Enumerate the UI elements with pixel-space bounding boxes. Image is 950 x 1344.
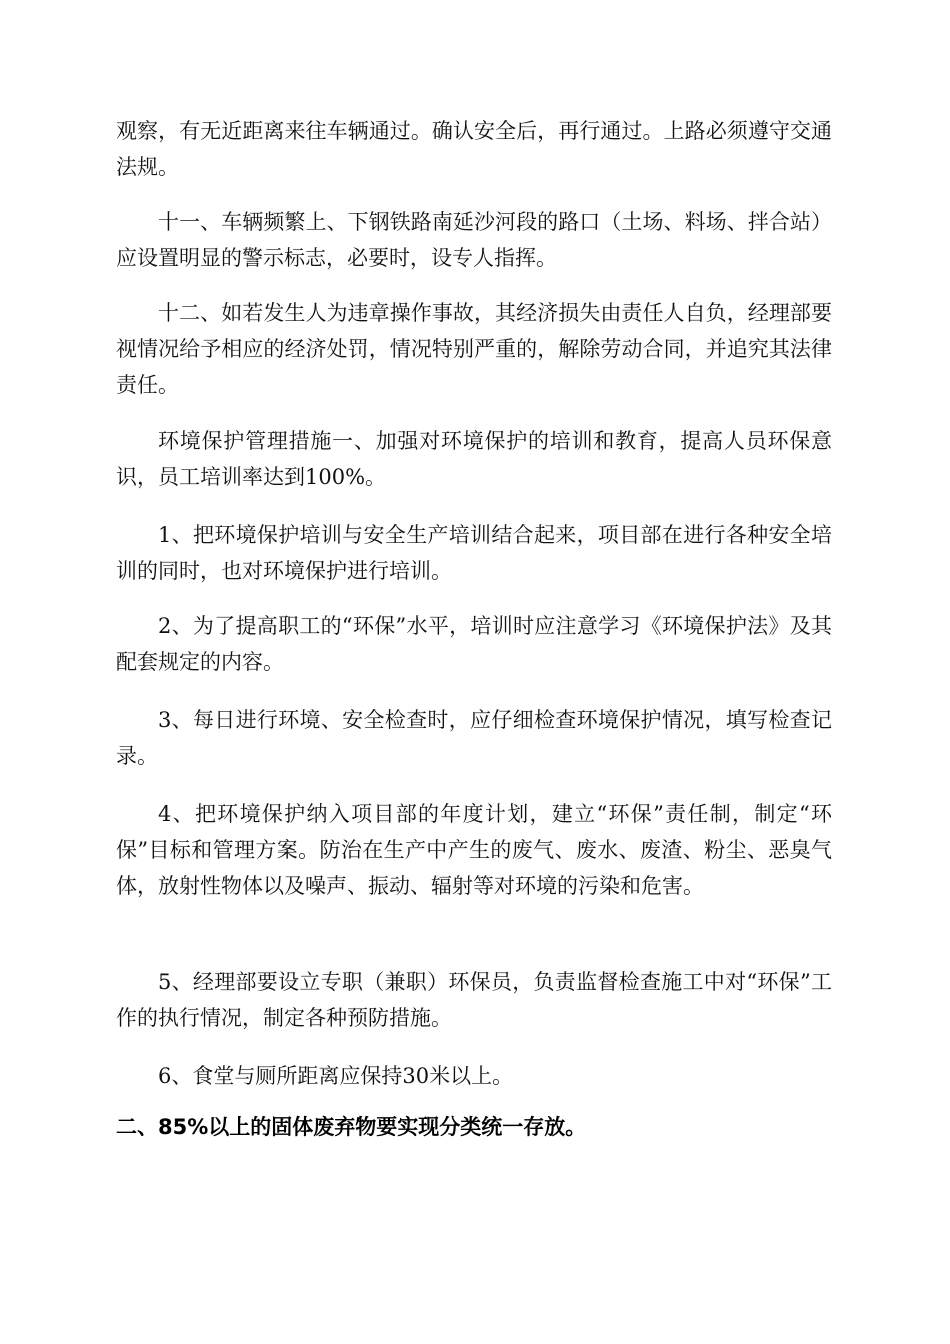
paragraph-env-item-3: 3、每日进行环境、安全检查时，应仔细检查环境保护情况，填写检查记录。 bbox=[116, 708, 832, 768]
paragraph-env-item-6: 6、食堂与厕所距离应保持30米以上。 bbox=[158, 1064, 514, 1088]
section-heading-solid-waste: 二、85%以上的固体废弃物要实现分类统一存放。 bbox=[116, 1115, 587, 1139]
paragraph-item-12: 十二、如若发生人为违章操作事故，其经济损失由责任人自负，经理部要视情况给予相应的经济处罚，情况特别严重的，解除劳动合同，并追究其法律责任。 bbox=[116, 301, 832, 397]
paragraph-traffic-rules: 观察，有无近距离来往车辆通过。确认安全后，再行通过。上路必须遵守交通法规。 bbox=[116, 119, 832, 179]
paragraph-env-measure-1: 环境保护管理措施一、加强对环境保护的培训和教育，提高人员环保意识，员工培训率达到100%。 bbox=[116, 429, 832, 489]
paragraph-env-item-5: 5、经理部要设立专职（兼职）环保员，负责监督检查施工中对“环保”工作的执行情况，制定各种预防措施。 bbox=[116, 970, 832, 1030]
paragraph-env-item-1: 1、把环境保护培训与安全生产培训结合起来，项目部在进行各种安全培训的同时，也对环境保护进行培训。 bbox=[116, 523, 832, 583]
paragraph-env-item-4: 4、把环境保护纳入项目部的年度计划，建立“环保”责任制，制定“环保”目标和管理方案。防治在生产中产生的废气、废水、废渣、粉尘、恶臭气体，放射性物体以及噪声、振动、辐射等对环境的污染和危害。 bbox=[116, 802, 832, 898]
paragraph-env-item-2: 2、为了提高职工的“环保”水平，培训时应注意学习《环境保护法》及其配套规定的内容。 bbox=[116, 614, 832, 674]
paragraph-item-11: 十一、车辆频繁上、下钢铁路南延沙河段的路口（土场、料场、拌合站）应设置明显的警示标志，必要时，设专人指挥。 bbox=[116, 210, 832, 270]
